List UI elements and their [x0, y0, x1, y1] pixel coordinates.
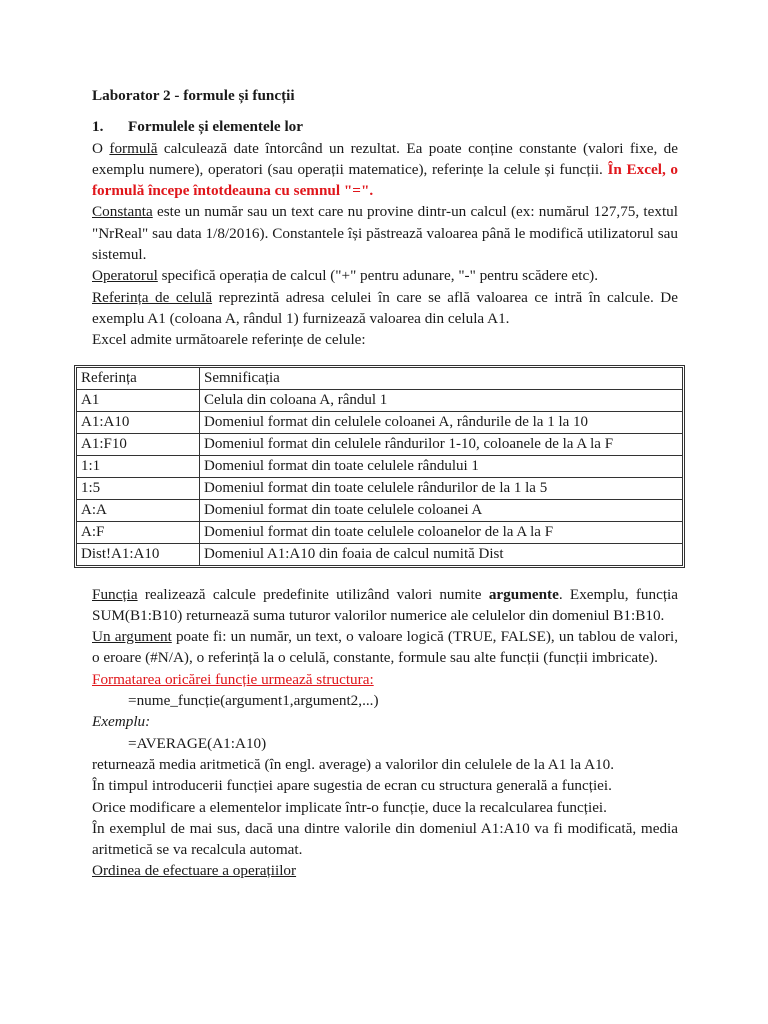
table-cell: Dist!A1:A10 [77, 543, 200, 565]
term-formula: formulă [109, 139, 158, 157]
table-row [77, 543, 683, 565]
table-cell: A:F [77, 521, 200, 543]
text: calculează date întorcând un rezultat. Ea poate conține constante (valori fixe, de exemplu numere), operatori (sau operații matematice), referințe la celule și funcții. [92, 139, 679, 178]
text: O [92, 139, 110, 157]
example-formula: =AVERAGE(A1:A10) [128, 734, 267, 752]
paragraph-intro-table: Excel admite următoarele referințe de celule: [92, 331, 366, 349]
table-row [77, 389, 683, 411]
table-cell: Domeniul format din toate celulele rândului 1 [200, 455, 683, 477]
syntax-line: =nume_funcție(argument1,argument2,...) [128, 692, 379, 710]
table-row [77, 477, 683, 499]
paragraph-order: Ordinea de efectuare a operațiilor [92, 862, 297, 880]
table-cell: 1:5 [77, 477, 200, 499]
paragraph-reference [92, 287, 678, 330]
example-label: Exemplu: [92, 713, 151, 731]
table-cell: A1:A10 [77, 411, 200, 433]
paragraph-formula [92, 138, 678, 202]
section-number: 1. [92, 118, 104, 136]
term-reference: Referința de celulă [92, 288, 213, 306]
text: poate fi: un număr, un text, o valoare logică (TRUE, FALSE), un tablou de valori, o eroare (#N/A), o referință la o celulă, constante, formule sau alte funcții (funcții imbricate). [92, 628, 678, 667]
term-constant: Constanta [92, 203, 153, 221]
section-heading [92, 116, 678, 137]
term-function: Funcția [92, 585, 138, 603]
table-cell: Domeniul format din toate celulele rândurilor de la 1 la 5 [200, 477, 683, 499]
table-cell: Domeniul format din toate celulele coloanei A [200, 499, 683, 521]
table-cell: Domeniul format din celulele coloanei A, rândurile de la 1 la 10 [200, 411, 683, 433]
table-cell: Celula din coloana A, rândul 1 [200, 389, 683, 411]
table-row [77, 433, 683, 455]
reference-table-frame [74, 365, 685, 568]
text: reprezintă adresa celulei în care se află valoarea ce intră în calcule. De exemplu A1 (coloana A, rândul 1) furnizează valoarea din celula A1. [92, 288, 678, 327]
text: este un număr sau un text care nu provine dintr-un calcul (ex: numărul 127,75, textul "NrReal" sau data 1/8/2016). Constantele își păstrează valoarea până le modifică utilizatorul sau sistemul. [92, 203, 678, 264]
term-operator: Operatorul [92, 267, 158, 285]
table-header: Semnificația [200, 367, 683, 389]
paragraph-example-note: În exemplul de mai sus, dacă una dintre valorile din domeniul A1:A10 va fi modificată, media aritmetică se va recalcula automat. [92, 819, 678, 859]
table-header: Referința [77, 367, 200, 389]
table-cell: 1:1 [77, 455, 200, 477]
table-row [77, 499, 683, 521]
paragraph-function [92, 584, 678, 627]
paragraph-argument [92, 626, 678, 669]
table-row [77, 455, 683, 477]
text: specifică operația de calcul ("+" pentru adunare, "-" pentru scădere etc). [157, 267, 599, 285]
paragraph-recalc: Orice modificare a elementelor implicate într-o funcție, duce la recalcularea funcției. [92, 798, 607, 816]
highlight-text: În Excel, o formulă începe întotdeauna cu semnul "=". [92, 160, 678, 200]
bold-text: argumente [488, 585, 559, 603]
table-row [77, 521, 683, 543]
table-header-row [77, 367, 683, 389]
reference-table [76, 367, 683, 566]
table-cell: Domeniul format din celulele rândurilor 1-10, coloanele de la A la F [200, 433, 683, 455]
paragraph-operator [92, 265, 678, 286]
paragraph-structure: Formatarea oricărei funcție urmează structura: [92, 670, 374, 688]
term-argument: Un argument [92, 628, 172, 646]
table-cell: A:A [77, 499, 200, 521]
table-cell: Domeniul format din toate celulele coloanelor de la A la F [200, 521, 683, 543]
text: . Exemplu, funcția SUM(B1:B10) returnează suma tuturor valorilor numerice ale celulelor din domeniul B1:B10. [92, 585, 679, 624]
section-title: Formulele și elementele lor [128, 118, 304, 136]
table-cell: Domeniul A1:A10 din foaia de calcul numită Dist [200, 543, 683, 565]
paragraph-constant [92, 201, 678, 265]
text: realizează calcule predefinite utilizând valori numite [137, 585, 489, 603]
table-cell: A1 [77, 389, 200, 411]
document-title: Laborator 2 - formule și funcții [92, 87, 295, 104]
table-row [77, 411, 683, 433]
table-cell: A1:F10 [77, 433, 200, 455]
document-page [81, 80, 679, 882]
paragraph-suggestion: În timpul introducerii funcției apare sugestia de ecran cu structura generală a funcției. [92, 777, 612, 795]
paragraph-returns: returnează media aritmetică (în engl. average) a valorilor din celulele de la A1 la A10. [92, 755, 615, 773]
